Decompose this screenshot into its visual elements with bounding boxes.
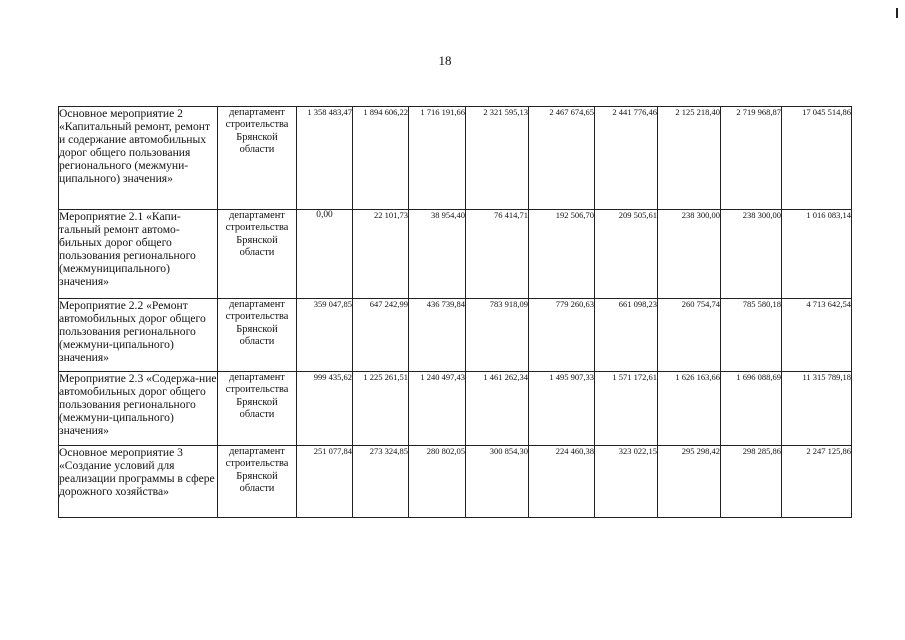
amount-cell: 0,00: [297, 210, 353, 299]
amount-cell: 1 626 163,66: [658, 372, 721, 446]
measure-name-cell: Мероприятие 2.1 «Капи-тальный ремонт автомо-бильных дорог общего пользования регионального (межмуниципального) значения»: [59, 210, 218, 299]
amount-cell: 779 260,63: [529, 299, 595, 372]
amount-cell: 1 716 191,66: [409, 107, 466, 210]
amount-cell: 1 696 088,69: [721, 372, 782, 446]
total-amount-cell: 11 315 789,18: [782, 372, 852, 446]
amount-cell: 1 571 172,61: [595, 372, 658, 446]
amount-cell: 1 225 261,51: [353, 372, 409, 446]
amount-cell: 1 358 483,47: [297, 107, 353, 210]
amount-cell: 260 754,74: [658, 299, 721, 372]
amount-cell: 359 047,85: [297, 299, 353, 372]
total-amount-cell: 1 016 083,14: [782, 210, 852, 299]
amount-cell: 661 098,23: [595, 299, 658, 372]
executor-cell: департамент строительства Брянской области: [218, 210, 297, 299]
amount-cell: 192 506,70: [529, 210, 595, 299]
executor-cell: департамент строительства Брянской области: [218, 372, 297, 446]
total-amount-cell: 4 713 642,54: [782, 299, 852, 372]
amount-cell: 1 495 907,33: [529, 372, 595, 446]
executor-cell: департамент строительства Брянской области: [218, 446, 297, 518]
amount-cell: 273 324,85: [353, 446, 409, 518]
amount-cell: 76 414,71: [466, 210, 529, 299]
table-row: [59, 446, 852, 518]
amount-cell: 2 441 776,46: [595, 107, 658, 210]
amount-cell: 251 077,84: [297, 446, 353, 518]
table-row: [59, 210, 852, 299]
amount-cell: 2 321 595,13: [466, 107, 529, 210]
amount-cell: 999 435,62: [297, 372, 353, 446]
amount-cell: 1 240 497,43: [409, 372, 466, 446]
amount-cell: 2 719 968,87: [721, 107, 782, 210]
table-row: [59, 299, 852, 372]
amount-cell: 2 467 674,65: [529, 107, 595, 210]
table-row: [59, 107, 852, 210]
measure-name-cell: Основное мероприятие 2 «Капитальный ремонт, ремонт и содержание автомобильных дорог общего пользования регионального (межмуни-ципального) значения»: [59, 107, 218, 210]
program-funding-table: [58, 106, 852, 518]
amount-cell: 295 298,42: [658, 446, 721, 518]
executor-cell: департамент строительства Брянской области: [218, 107, 297, 210]
amount-cell: 280 802,05: [409, 446, 466, 518]
amount-cell: 209 505,61: [595, 210, 658, 299]
amount-cell: 300 854,30: [466, 446, 529, 518]
measure-name-cell: Мероприятие 2.2 «Ремонт автомобильных дорог общего пользования регионального (межмуни-ципального) значения»: [59, 299, 218, 372]
amount-cell: 224 460,38: [529, 446, 595, 518]
measure-name-cell: Основное мероприятие 3 «Создание условий для реализации программы в сфере дорожного хозяйства»: [59, 446, 218, 518]
amount-cell: 785 580,18: [721, 299, 782, 372]
total-amount-cell: 2 247 125,86: [782, 446, 852, 518]
amount-cell: 238 300,00: [721, 210, 782, 299]
amount-cell: 1 894 606,22: [353, 107, 409, 210]
amount-cell: 323 022,15: [595, 446, 658, 518]
table-row: [59, 372, 852, 446]
total-amount-cell: 17 045 514,86: [782, 107, 852, 210]
page-number: 18: [438, 53, 452, 68]
amount-cell: 22 101,73: [353, 210, 409, 299]
amount-cell: 647 242,99: [353, 299, 409, 372]
executor-cell: департамент строительства Брянской области: [218, 299, 297, 372]
amount-cell: 436 739,84: [409, 299, 466, 372]
measure-name-cell: Мероприятие 2.3 «Содержа-ние автомобильных дорог общего пользования регионального (межмуни-ципального) значения»: [59, 372, 218, 446]
amount-cell: 298 285,86: [721, 446, 782, 518]
amount-cell: 38 954,40: [409, 210, 466, 299]
scan-edge-mark: [896, 8, 898, 18]
amount-cell: 783 918,09: [466, 299, 529, 372]
amount-cell: 2 125 218,40: [658, 107, 721, 210]
amount-cell: 1 461 262,34: [466, 372, 529, 446]
amount-cell: 238 300,00: [658, 210, 721, 299]
